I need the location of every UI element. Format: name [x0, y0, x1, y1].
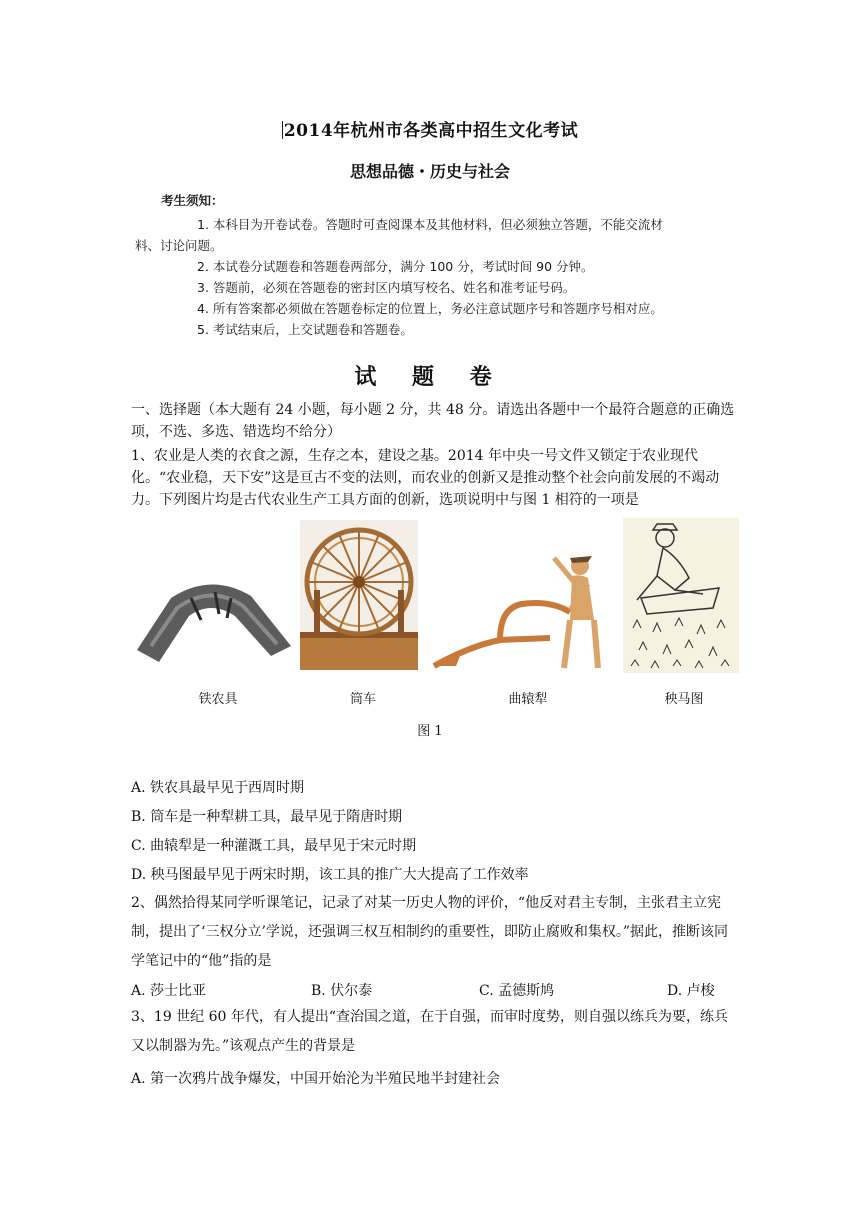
caption-curved-plow: 曲辕犁 — [508, 692, 548, 707]
q3-option-a: A. 第一次鸦片战争爆发，中国开始沦为半殖民地半封建社会 — [131, 1071, 501, 1087]
exam-title-text: 2014年杭州市各类高中招生文化考试 — [283, 121, 579, 141]
q1-option-c: C. 曲辕犁是一种灌溉工具，最早见于宋元时期 — [131, 838, 417, 854]
candidate-notice — [135, 191, 721, 340]
cursor-mark — [282, 121, 283, 139]
q2-option-c: C. 孟德斯鸠 — [479, 983, 555, 999]
exam-subtitle: 思想品德・历史与社会 — [349, 162, 510, 181]
q1-option-b: B. 筒车是一种犁耕工具，最早见于隋唐时期 — [131, 809, 403, 825]
figure-1 — [0, 518, 860, 707]
caption-seedling-horse: 秧马图 — [664, 692, 704, 707]
exam-title — [0, 116, 860, 141]
notice-item-3: 3. 答题前，必须在答题卷的密封区内填写校名、姓名和准考证号码。 — [197, 280, 576, 295]
section-title: 试 题 卷 — [354, 364, 506, 390]
notice-heading: 考生须知： — [161, 193, 224, 208]
curved-plow-image — [430, 548, 610, 670]
q3-stem: 3、19 世纪 60 年代，有人提出“查治国之道，在于自强，而审时度势，则自强以练兵为要，练兵又以制器为先。”该观点产生的背景是 — [131, 1009, 729, 1054]
q1-stem: 1、农业是人类的衣食之源，生存之本，建设之基。2014 年中央一号文件又锁定于农业现代化。“农业稳，天下安”这是亘古不变的法则，而农业的创新又是推动整个社会向前发展的不竭动力。下列图片均是古代农业生产工具方面的创新，选项说明中与图 1 相符的一项是 — [131, 448, 720, 508]
q2-stem: 2、偶然拾得某同学听课笔记，记录了对某一历史人物的评价，“他反对君主专制，主张君主立宪制，提出了‘三权分立’学说，还强调三权互相制约的重要性，即防止腐败和集权。”据此，推断该同学笔记中的“他”指的是 — [131, 895, 729, 969]
waterwheel-image — [300, 520, 418, 670]
figure-label: 图 1 — [417, 724, 443, 739]
caption-iron-tool: 铁农具 — [198, 692, 238, 707]
q2-option-a: A. 莎士比亚 — [131, 983, 207, 999]
q1-option-a: A. 铁农具最早见于西周时期 — [131, 780, 305, 796]
notice-item-5: 5. 考试结束后，上交试题卷和答题卷。 — [197, 322, 413, 337]
notice-item-1-cont: 料、讨论问题。 — [135, 238, 223, 253]
q2-option-b: B. 伏尔泰 — [311, 983, 373, 999]
iron-tool-image — [131, 568, 296, 673]
notice-item-2: 2. 本试卷分试题卷和答题卷两部分，满分 100 分，考试时间 90 分钟。 — [197, 259, 594, 274]
notice-item-1: 1. 本科目为开卷试卷。答题时可查阅课本及其他材料，但必须独立答题，不能交流材 — [197, 217, 663, 232]
q2-option-d: D. 卢梭 — [667, 983, 715, 999]
q1-option-d: D. 秧马图最早见于两宋时期，该工具的推广大大提高了工作效率 — [131, 867, 529, 883]
section1-intro: 一、选择题（本大题有 24 小题，每小题 2 分，共 48 分。请选出各题中一个最符合题意的正确选项，不选、多选、错选均不给分） — [131, 402, 735, 440]
caption-waterwheel: 筒车 — [349, 692, 376, 707]
notice-item-4: 4. 所有答案都必须做在答题卷标定的位置上，务必注意试题序号和答题序号相对应。 — [197, 301, 663, 316]
seedling-horse-image — [623, 518, 739, 673]
